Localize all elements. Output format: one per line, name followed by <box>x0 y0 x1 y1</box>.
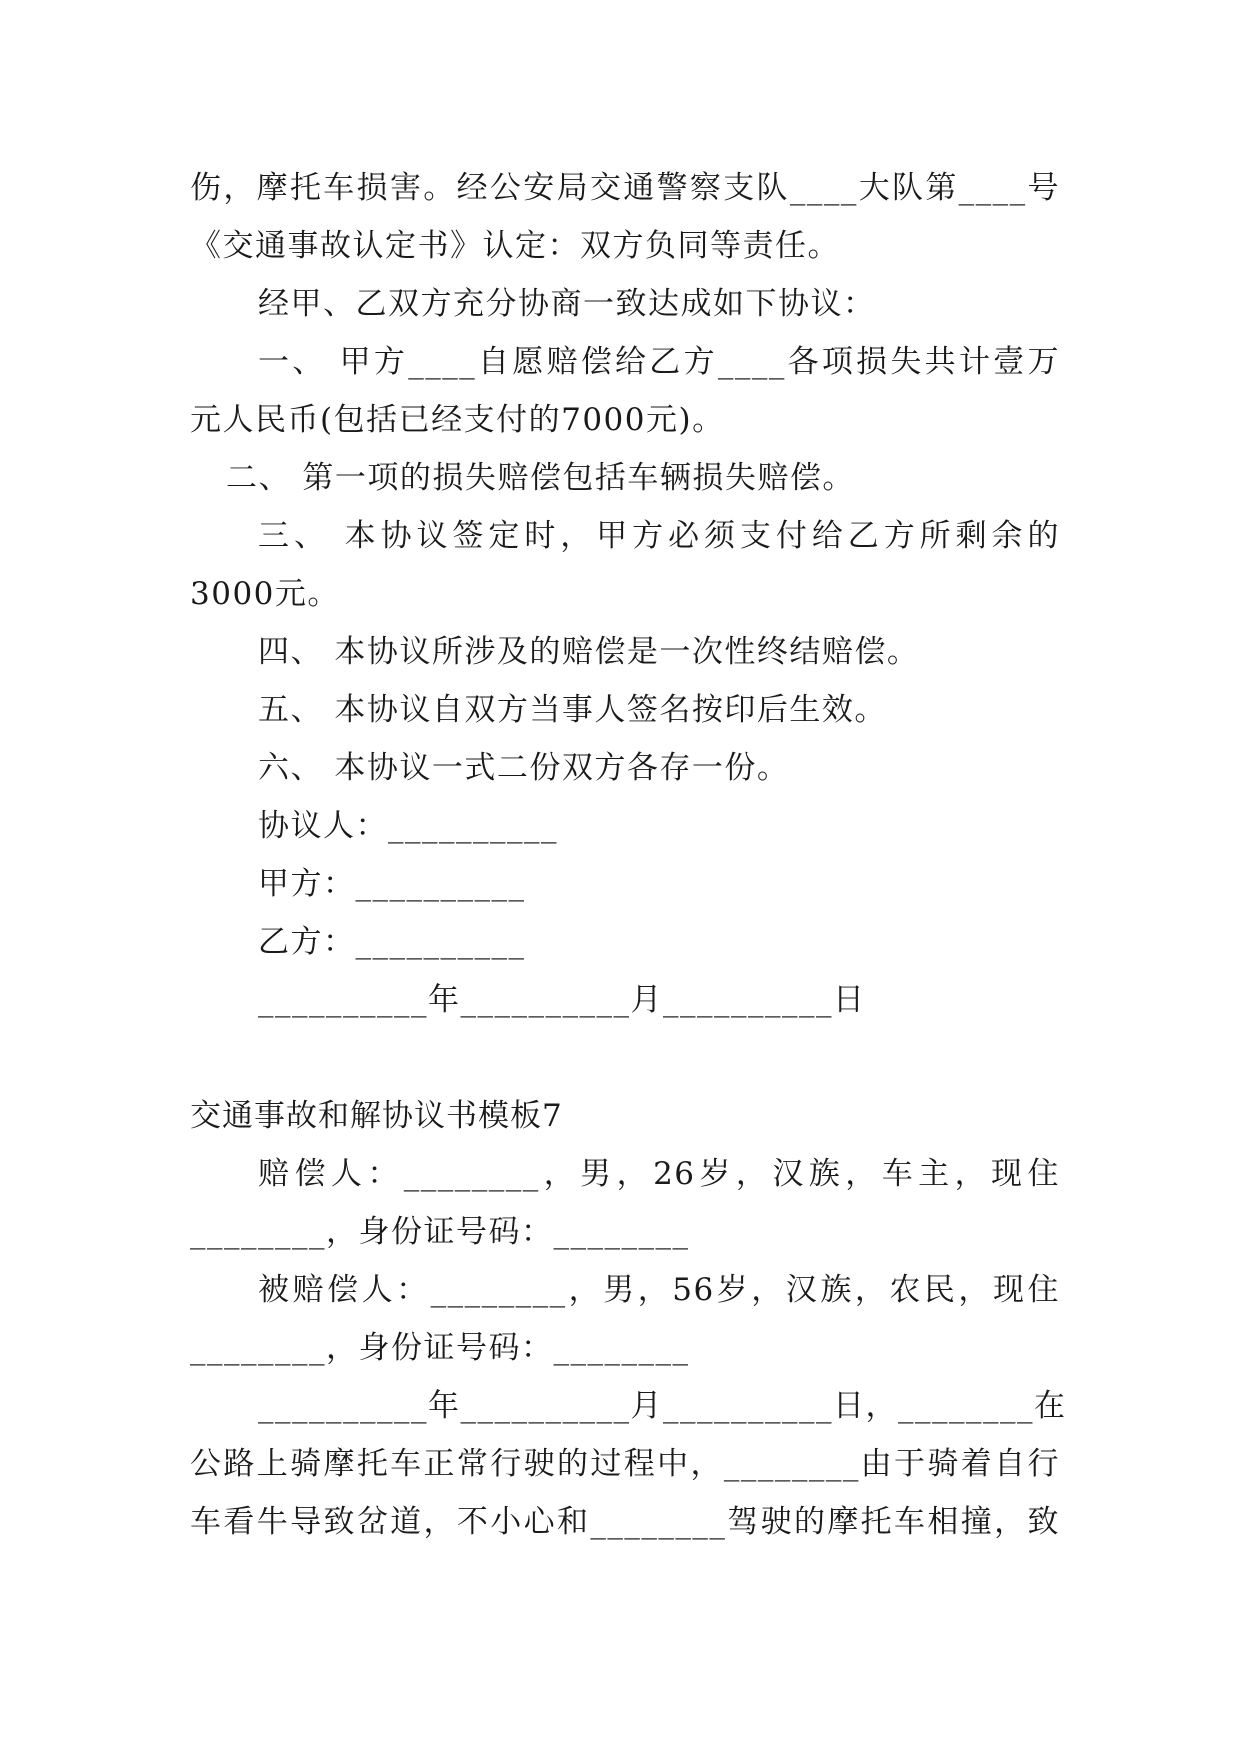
date-line: __________年__________月__________日 <box>258 982 866 1018</box>
clause-5-line: 五、 本协议自双方当事人签名按印后生效。 <box>258 692 887 728</box>
incident-line: 公路上骑摩托车正常行驶的过程中，________由于骑着自行 <box>190 1446 1060 1482</box>
paragraph-line: 经甲、乙双方充分协商一致达成如下协议： <box>258 286 876 322</box>
paragraph-line: 《交通事故认定书》认定：双方负同等责任。 <box>190 228 840 264</box>
section-title: 交通事故和解协议书模板7 <box>190 1098 563 1134</box>
signatory-line: 协议人：__________ <box>258 808 558 844</box>
clause-2-line: 二、 第一项的损失赔偿包括车辆损失赔偿。 <box>226 460 855 496</box>
incident-line: 车看牛导致岔道，不小心和________驾驶的摩托车相撞，致 <box>190 1504 1060 1540</box>
clause-1-line: 一、 甲方____自愿赔偿给乙方____各项损失共计壹万 <box>258 344 1060 380</box>
incident-line: __________年__________月__________日，________在 <box>258 1388 1067 1424</box>
compensatee-id-line: ________，身份证号码：________ <box>190 1330 690 1366</box>
compensatee-line: 被赔偿人：________，男，56岁，汉族，农民，现住 <box>258 1272 1060 1308</box>
party-a-line: 甲方：__________ <box>258 866 526 902</box>
compensator-line: 赔偿人：________，男，26岁，汉族，车主，现住 <box>258 1156 1060 1192</box>
paragraph-line: 伤，摩托车损害。经公安局交通警察支队____大队第____号 <box>190 170 1060 206</box>
clause-1-continuation: 元人民币(包括已经支付的7000元)。 <box>190 402 725 438</box>
clause-3-line: 三、 本协议签定时，甲方必须支付给乙方所剩余的 <box>258 518 1060 554</box>
party-b-line: 乙方：__________ <box>258 924 526 960</box>
compensator-id-line: ________，身份证号码：________ <box>190 1214 690 1250</box>
clause-3-continuation: 3000元。 <box>190 576 340 612</box>
clause-4-line: 四、 本协议所涉及的赔偿是一次性终结赔偿。 <box>258 634 920 670</box>
clause-6-line: 六、 本协议一式二份双方各存一份。 <box>258 750 790 786</box>
